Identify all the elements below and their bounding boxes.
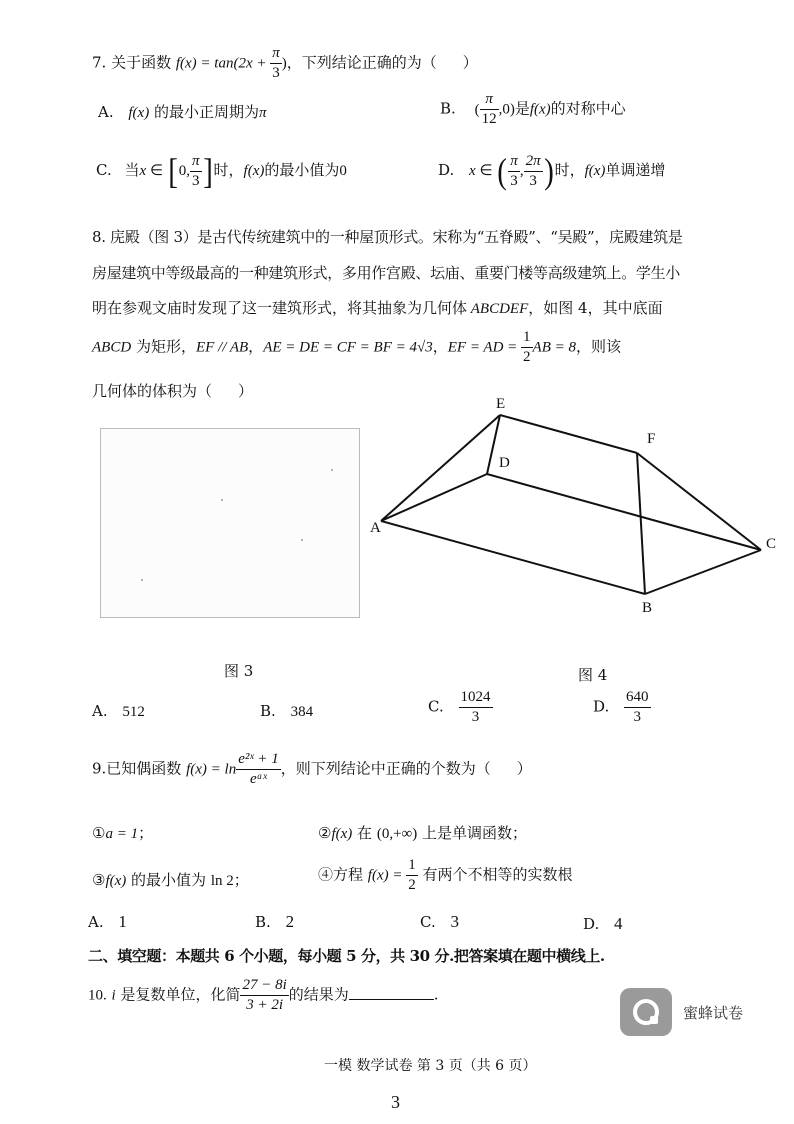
edge-bc <box>645 550 761 594</box>
q8-line-2: 房屋建筑中等级最高的一种建筑形式，多用作宫殿、坛庙、重要门楼等高级建筑上。学生小 <box>92 264 681 282</box>
page-number: 3 <box>391 1092 400 1112</box>
figure-3-caption: 图 3 <box>224 662 254 680</box>
q8-option-a: A. 512 <box>92 702 145 720</box>
q9-statement-3: ③f(x) 的最小值为 ln 2； <box>92 871 249 889</box>
vertex-label-c: C <box>766 536 777 552</box>
watermark-logo-icon <box>620 988 672 1036</box>
edge-fc <box>637 453 761 550</box>
q8-option-b: B. 384 <box>260 702 314 720</box>
edge-dc <box>487 474 761 550</box>
vertex-label-f: F <box>647 431 656 447</box>
q9-option-a: A. 1 <box>88 912 127 931</box>
q7-option-d: D. x ∈ ( $\frac{\pi}{3}$ , $\frac{2\pi}{3}$ )时，f(x)单调递增 <box>438 151 666 191</box>
q7-option-b: B. ( $\frac{\pi}{12}$ ,0)是f(x)的对称中心 <box>440 91 626 127</box>
edge-fb <box>637 453 645 594</box>
q8-option-d: D. $\frac{640}{3}$ <box>593 689 649 725</box>
q8-line-4: ABCD 为矩形，EF // AB，AE = DE = CF = BF = 4√3，EF = AD = $\frac{1}{2}$ AB = 8，则该 <box>92 329 622 365</box>
footer-text: 一模 数学试卷 第 3 页（共 6 页） <box>324 1058 537 1074</box>
q7-stem: 7. 关于函数 f(x) = tan(2x + $\frac{\pi}{3}$ )，下列结论正确的为（ ） <box>92 45 478 81</box>
q9-option-d: D. 4 <box>583 914 623 933</box>
q9-option-b: B. 2 <box>255 912 295 931</box>
watermark-text: 蜜蜂试卷 <box>683 1004 744 1022</box>
vertex-label-e: E <box>496 396 506 412</box>
edge-ab <box>381 521 645 594</box>
section-2-heading: 二、填空题：本题共 6 个小题，每小题 5 分，共 30 分.把答案填在题中横线上. <box>88 947 605 965</box>
vertex-label-b: B <box>642 600 653 616</box>
q8-line-1: 8. 庑殿（图 3）是古代传统建筑中的一种屋顶形式。宋称为“五脊殿”、“吴殿”，庑殿建筑是 <box>92 228 683 246</box>
figure-4-caption: 图 4 <box>578 666 608 684</box>
edge-ad <box>381 474 487 521</box>
q9-statement-4: ④方程 f(x) = $\frac{1}{2}$ 有两个不相等的实数根 <box>318 857 573 893</box>
q10-stem: 10. i 是复数单位，化简 $\frac{27 - 8i}{3 + 2i}$ 的结果为 . <box>88 977 439 1013</box>
q8-line-5: 几何体的体积为（ ） <box>92 382 254 400</box>
q9-option-c: C. 3 <box>420 912 459 931</box>
vertex-label-a: A <box>370 520 381 536</box>
vertex-label-d: D <box>499 455 510 471</box>
q8-option-c: C. $\frac{1024}{3}$ <box>428 689 491 725</box>
q9-statement-2: ②f(x) 在 (0,+∞) 上是单调函数； <box>318 824 528 842</box>
edge-ae <box>381 415 500 521</box>
q7-option-c: C. 当x ∈ [0, $\frac{\pi}{3}$ ]时，f(x)的最小值为0 <box>96 151 347 191</box>
q9-stem: 9.已知偶函数 f(x) = ln $\frac{\text{e²ˣ + 1}}{\text{eᵃˣ}}$ ，则下列结论中正确的个数为（ ） <box>92 751 532 787</box>
q9-statement-1: ①a = 1； <box>92 824 154 842</box>
edge-ef <box>500 415 637 453</box>
q8-line-3: 明在参观文庙时发现了这一建筑形式，将其抽象为几何体 ABCDEF，如图 4，其中底面 <box>92 299 663 317</box>
q7-option-a: A. f(x) 的最小正周期为π <box>98 103 267 121</box>
q10-answer-blank <box>349 985 434 1000</box>
